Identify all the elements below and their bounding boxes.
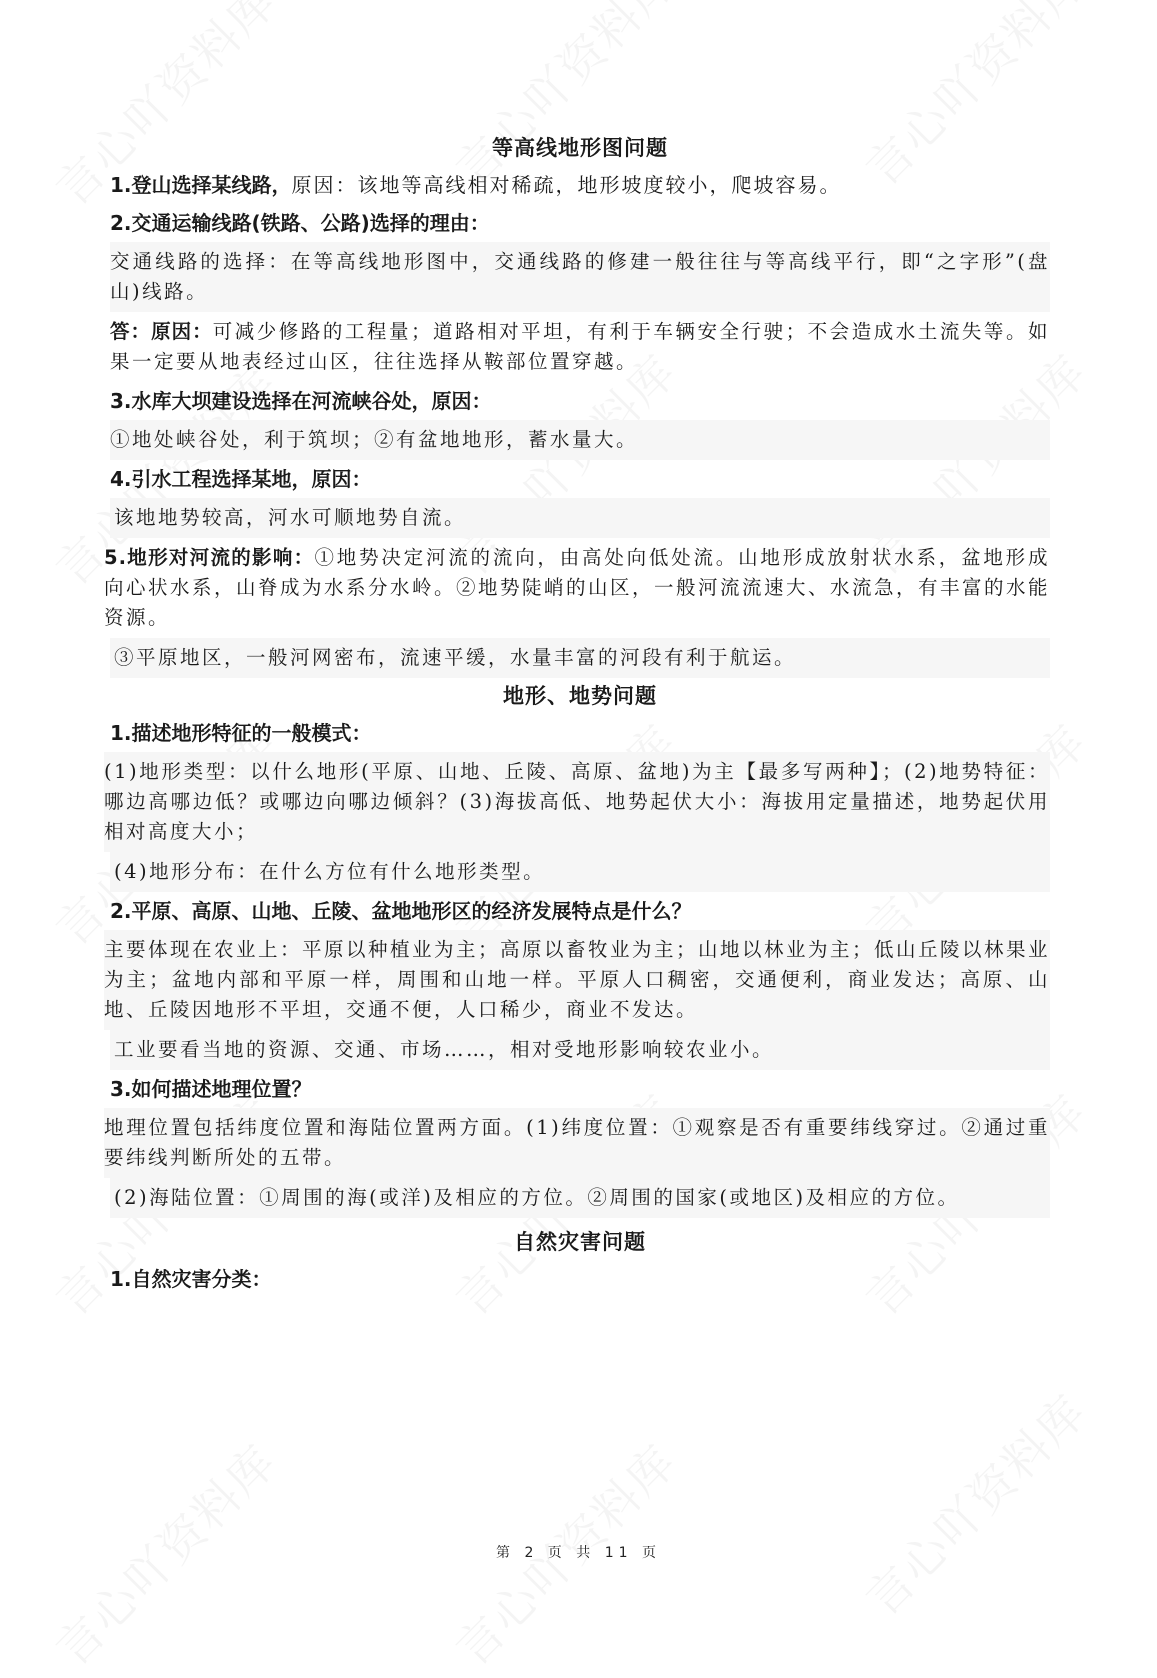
paragraph: ①地处峡谷处，利于筑坝；②有盆地地形，蓄水量大。: [110, 420, 1050, 460]
paragraph: 交通线路的选择：在等高线地形图中，交通线路的修建一般往往与等高线平行，即“之字形”(盘山)线路。: [110, 242, 1050, 312]
answer-text: ①地势决定河流的流向，由高处向低处流。山地形成放射状水系，盆地形成向心状水系，山脊成为水系分水岭。②地势陡峭的山区，一般河流流速大、水流急，有丰富的水能资源。: [104, 546, 1051, 629]
section-title: 自然灾害问题: [514, 1230, 646, 1254]
question-answer: 原因：该地等高线相对稀疏，地形坡度较小，爬坡容易。: [291, 173, 842, 197]
answer-paragraph: [104, 538, 1050, 638]
paragraph: 主要体现在农业上：平原以种植业为主；高原以畜牧业为主；山地以林业为主；低山丘陵以林果业为主；盆地内部和平原一样，周围和山地一样。平原人口稠密，交通便利，商业发达；高原、山地、丘陵因地形不平坦，交通不便，人口稀少，商业不发达。: [104, 930, 1050, 1030]
paragraph: 工业要看当地的资源、交通、市场……，相对受地形影响较农业小。: [110, 1030, 1050, 1070]
question-heading: 3.水库大坝建设选择在河流峡谷处，原因：: [110, 389, 492, 413]
paragraph: (1)地形类型：以什么地形(平原、山地、丘陵、高原、盆地)为主【最多写两种】；(2)地势特征：哪边高哪边低？或哪边向哪边倾斜？(3)海拔高低、地势起伏大小：海拔用定量描述，地势起伏用相对高度大小；: [104, 752, 1050, 852]
question-label: 1.登山选择某线路，: [110, 173, 292, 197]
page-footer: 第 2 页 共 11 页: [496, 1545, 661, 1561]
watermark: [849, 1378, 1099, 1628]
question-heading: 2.平原、高原、山地、丘陵、盆地地形区的经济发展特点是什么？: [110, 899, 692, 923]
question-heading: 1.自然灾害分类：: [110, 1267, 272, 1291]
answer-paragraph: [110, 312, 1050, 382]
answer-label: 答：原因：: [110, 320, 213, 343]
paragraph: 该地地势较高，河水可顺地势自流。: [110, 498, 1050, 538]
paragraph: (2)海陆位置：①周围的海(或洋)及相应的方位。②周围的国家(或地区)及相应的方位。: [110, 1178, 1050, 1218]
answer-text: 可减少修路的工程量；道路相对平坦，有利于车辆安全行驶；不会造成水土流失等。如果一定要从地表经过山区，往往选择从鞍部位置穿越。: [110, 320, 1050, 373]
paragraph: ③平原地区，一般河网密布，流速平缓，水量丰富的河段有利于航运。: [110, 638, 1050, 678]
question-heading: 2.交通运输线路(铁路、公路)选择的理由：: [110, 211, 490, 235]
section-title: 地形、地势问题: [503, 684, 657, 708]
section-title: 等高线地形图问题: [492, 136, 668, 160]
question-heading: 1.描述地形特征的一般模式：: [110, 721, 372, 745]
paragraph: 地理位置包括纬度位置和海陆位置两方面。(1)纬度位置：①观察是否有重要纬线穿过。②通过重要纬线判断所处的五带。: [104, 1108, 1050, 1178]
question-heading: [110, 166, 1050, 204]
question-heading: 3.如何描述地理位置？: [110, 1077, 312, 1101]
document-page: [104, 130, 1051, 1298]
answer-label: 5.地形对河流的影响：: [104, 546, 315, 569]
paragraph: (4)地形分布：在什么方位有什么地形类型。: [110, 852, 1050, 892]
question-heading: 4.引水工程选择某地，原因：: [110, 467, 372, 491]
